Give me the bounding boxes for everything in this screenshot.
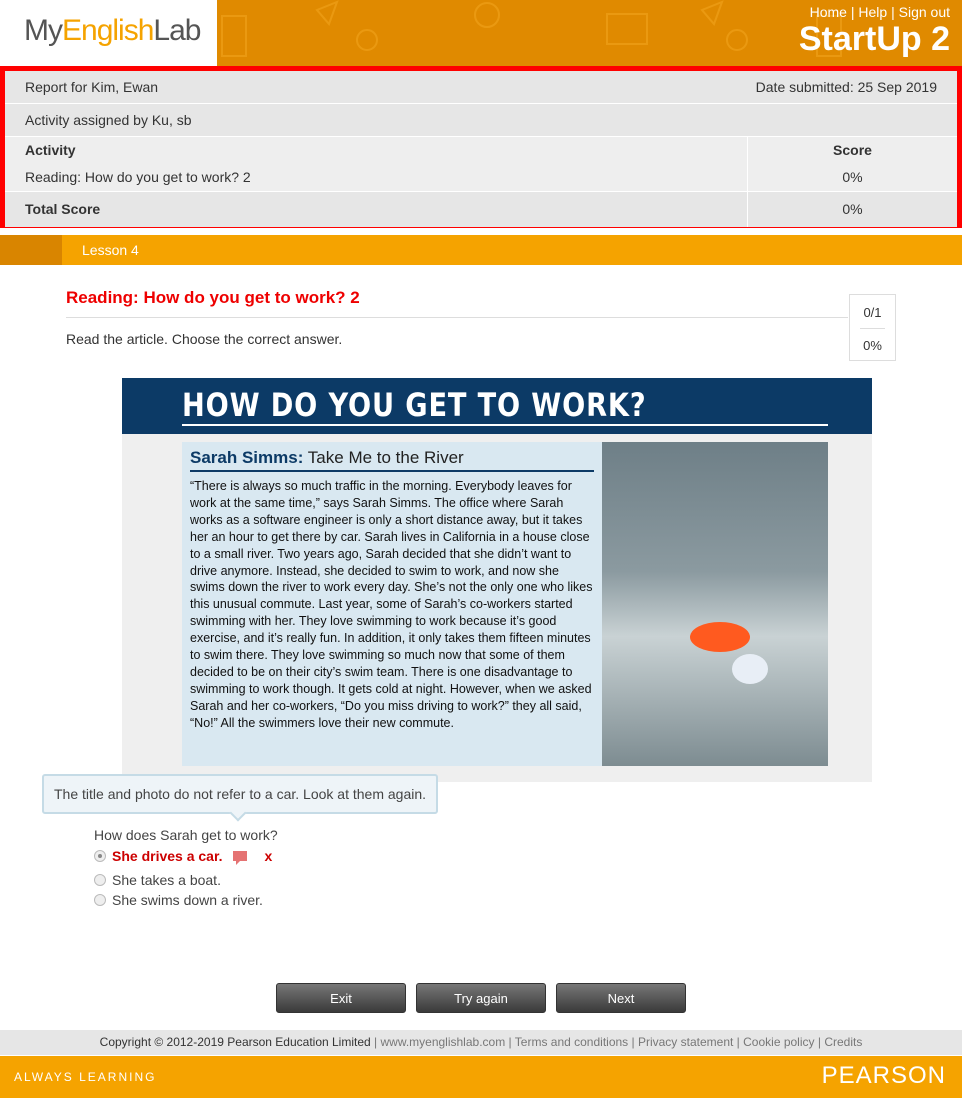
assigned-by: Activity assigned by Ku, sb [25,112,192,128]
score-percent: 0% [863,338,882,353]
lesson-bar [0,235,962,265]
product-title: StartUp 2 [798,20,950,58]
credits-link[interactable]: Credits [824,1035,863,1049]
terms-link[interactable]: Terms and conditions [514,1035,629,1049]
activity-name: Reading: How do you get to work? 2 [25,169,251,185]
option-3[interactable] [94,892,263,908]
article-body: “There is always so much traffic in the morning. Everybody leaves for work at the same time,” says Sarah Simms. The office where Sarah works as a software engineer is only a short distance away, but it takes her an hour to get there by car. Sarah lives in California in a house close to a small river. Two years ago, Sarah decided that she didn’t want to drive anymore. Instead, she decided to swim to work, and now she swims down the river to work every day. She’s not the only one who likes this unusual commute. Last year, some of Sarah’s co-workers started swimming with her. They love swimming to work because it’s good exercise, and it’s really fun. In addition, it only takes them fifteen minutes to swim there. They love swimming so much now that some of them decided to be on their city’s swim team. There is one disadvantage to swimming to work though. It gets cold at night. However, when we asked Sarah and her co-workers, “Do you miss driving to work?” they all said, “No!” All the swimmers love their new commute. [190,479,593,730]
help-link[interactable]: Help [858,4,888,20]
activity-score: 0% [842,169,863,185]
score-fraction: 0/1 [863,305,882,320]
logo-text: English [62,14,154,47]
score-header: Score [833,142,872,158]
option-2[interactable] [94,872,221,888]
article-subtitle: Sarah Simms: Take Me to the River [190,448,594,472]
exit-button[interactable]: Exit [276,983,406,1013]
article-heading: HOW DO YOU GET TO WORK? [182,386,647,424]
myenglishlab-logo[interactable] [0,0,217,66]
total-score: 0% [842,201,863,217]
top-links: Home | Help | Sign out [809,4,950,20]
cookie-link[interactable]: Cookie policy [743,1035,815,1049]
logo-text: My [24,14,62,47]
try-again-button[interactable]: Try again [416,983,546,1013]
option-label: She swims down a river. [112,892,263,908]
feedback-tooltip: The title and photo do not refer to a car. Look at them again. [42,774,438,814]
privacy-link[interactable]: Privacy statement [637,1035,734,1049]
radio-button[interactable] [94,874,106,886]
logo-text: Lab [153,14,201,47]
site-link[interactable]: www.myenglishlab.com [380,1035,506,1049]
feedback-bubble-icon[interactable] [233,851,247,861]
activity-header: Activity [25,142,76,158]
date-submitted: Date submitted: 25 Sep 2019 [755,79,937,95]
sign-out-link[interactable]: Sign out [898,4,950,20]
footer-links: Copyright © 2012-2019 Pearson Education Limited | www.myenglishlab.com | Terms and conditions | Privacy statement | Cookie policy | Credits [0,1030,962,1055]
incorrect-icon: x [264,848,273,864]
pearson-logo: PEARSON [821,1062,946,1089]
option-label: She takes a boat. [112,872,221,888]
radio-button[interactable] [94,894,106,906]
total-score-label: Total Score [5,192,748,227]
option-1[interactable] [94,848,272,864]
score-box [849,294,896,361]
header [0,0,962,66]
instruction: Read the article. Choose the correct answer. [66,331,343,347]
question-text: How does Sarah get to work? [94,827,278,843]
report-summary [0,66,962,228]
tagline: ALWAYS LEARNING [14,1070,157,1084]
radio-button[interactable] [94,850,106,862]
swimmer-photo [602,442,828,766]
copyright: Copyright © 2012-2019 Pearson Education Limited [99,1035,371,1049]
next-button[interactable]: Next [556,983,686,1013]
activity-title: Reading: How do you get to work? 2 [66,288,360,307]
home-link[interactable]: Home [809,4,847,20]
report-for: Report for Kim, Ewan [25,79,159,95]
footer-brand [0,1056,962,1098]
lesson-label: Lesson 4 [82,242,139,258]
divider [66,317,848,318]
option-label: She drives a car. [112,848,223,864]
article-image [122,378,872,782]
